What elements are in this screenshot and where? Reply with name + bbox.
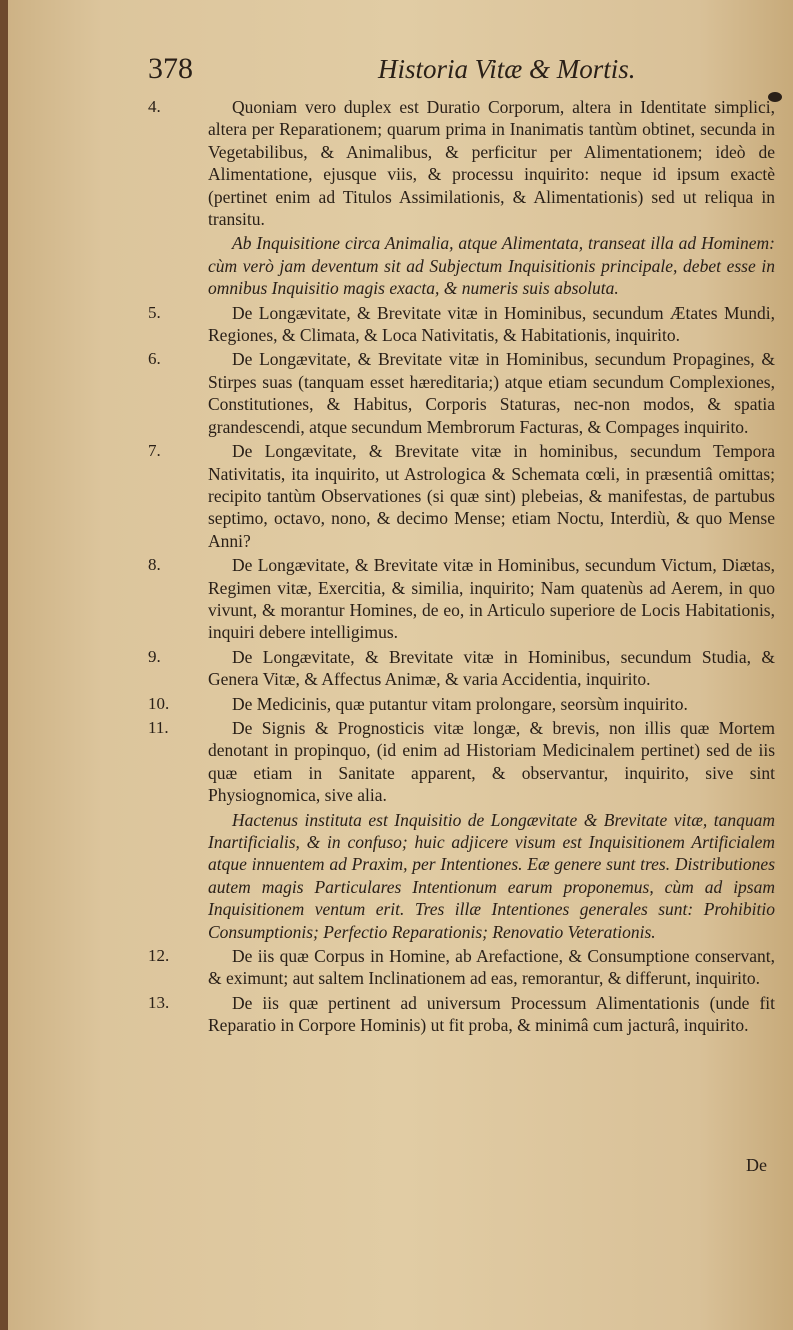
paragraph-number: 6. bbox=[148, 349, 161, 369]
book-page bbox=[8, 0, 793, 1330]
paragraph-text: De Medicinis, quæ putantur vitam prolongare, seorsùm inquirito. bbox=[232, 693, 688, 714]
paragraph-text: De Signis & Prognosticis vitæ longæ, & brevis, non illis quæ Mortem denotant in propinquo, (id enim ad Historiam Medicinalem pertinet) sed de iis quæ etiam in Sanitate apparent, & observantur, inquirito, sive sint Physiognomica, sive alia. bbox=[208, 717, 775, 806]
note-paragraph bbox=[8, 232, 793, 299]
paragraph-number: 9. bbox=[148, 646, 161, 666]
paragraph-text: De Longævitate, & Brevitate vitæ in Hominibus, secundum Studia, & Genera Vitæ, & Affectus Animæ, & varia Accidentia, inquirito. bbox=[208, 646, 775, 690]
paragraph-text: De Longævitate, & Brevitate vitæ in hominibus, secundum Tempora Nativitatis, ita inquirito, ut Astrologica & Schemata cœli, in præsentiâ omittas; recipito tantùm Observationes (si quæ sint) plebeias, & manifestas, de partubus septimo, octavo, nono, & decimo Mense; etiam Noctu, Interdiù, & quo Mense Anni? bbox=[208, 441, 775, 551]
page-body bbox=[8, 96, 793, 1039]
paragraph-number: 11. bbox=[148, 717, 169, 737]
paragraph-number: 7. bbox=[148, 441, 161, 461]
paragraph-text: De Longævitate, & Brevitate vitæ in Hominibus, secundum Victum, Diætas, Regimen vitæ, Exercitia, & similia, inquirito; Nam quatenùs ad Aerem, in quo vivunt, & morantur Homines, de eo, in Articulo superiore de Locis Habitationis, inquiri debere intelligimus. bbox=[208, 555, 775, 643]
paragraph-text: De Longævitate, & Brevitate vitæ in Hominibus, secundum Propagines, & Stirpes suas (tanquam esset hæreditaria;) atque etiam secundum Complexiones, Constitutiones, & Habitus, Corporis Staturas, nec-non modos, & spatia grandescendi, atque secundum Membrorum Facturas, & Compages inquirito. bbox=[208, 349, 775, 437]
paragraph-13 bbox=[8, 992, 793, 1037]
paragraph-6 bbox=[8, 348, 793, 438]
catchword: De bbox=[746, 1155, 767, 1175]
note-paragraph bbox=[8, 809, 793, 943]
paragraph-number: 13. bbox=[148, 992, 170, 1012]
paragraph-11 bbox=[8, 717, 793, 807]
paragraph-number: 8. bbox=[148, 555, 161, 575]
paragraph-9 bbox=[8, 646, 793, 691]
paragraph-number: 10. bbox=[148, 693, 170, 713]
paragraph-number: 12. bbox=[148, 946, 170, 966]
paragraph-text: De Longævitate, & Brevitate vitæ in Hominibus, secundum Ætates Mundi, Regiones, & Climata, & Loca Nativitatis, & Habitationis, inquirito. bbox=[208, 302, 775, 346]
page-header bbox=[148, 52, 793, 92]
paragraph-text: Hactenus instituta est Inquisitio de Longævitate & Brevitate vitæ, tanquam Inartificialis, & in confuso; huic adjicere visum est Inquisitionem Artificialem atque innuentem ad Praxim, per Intentiones. Eæ genere sunt tres. Distributiones autem magis Particulares Intentionum earum proponemus, cùm ad ipsam Inquisitionem ventum erit. Tres illæ Intentiones generales sunt: Prohibitio Consumptionis; Perfectio Reparationis; Renovatio Veterationis. bbox=[208, 809, 775, 942]
paragraph-number: 4. bbox=[148, 97, 161, 116]
paragraph-4 bbox=[8, 96, 793, 230]
paragraph-text: Ab Inquisitione circa Animalia, atque Alimentata, transeat illa ad Hominem: cùm verò jam deventum sit ad Subjectum Inquisitionis principale, debet esse in omnibus Inquisitio magis exacta, & numeris suis absoluta. bbox=[208, 233, 775, 299]
paragraph-7 bbox=[8, 440, 793, 552]
paragraph-5 bbox=[8, 302, 793, 347]
paragraph-text: De iis quæ Corpus in Homine, ab Arefactione, & Consumptione conservant, & eximunt; aut saltem Inclinationem ad eas, remorantur, & differunt, inquirito. bbox=[208, 946, 775, 989]
paragraph-number: 5. bbox=[148, 302, 161, 322]
paragraph-text: Quoniam vero duplex est Duratio Corporum, altera in Identitate simplici, altera per Reparationem; quarum prima in Inanimatis tantùm obtinet, secunda in Vegetabilibus, & Animalibus, & perficitur per Alimentationem; ideò de Alimentatione, ejusque viis, & processu inquirito: neque id ipsum exactè (pertinet enim ad Titulos Assimilationis, & Alimentationis) sed ut reliqua in transitu. bbox=[208, 97, 775, 230]
paragraph-10 bbox=[8, 693, 793, 715]
paragraph-8 bbox=[8, 554, 793, 644]
running-title: Historia Vitæ & Mortis. bbox=[378, 54, 636, 84]
paragraph-text: De iis quæ pertinent ad universum Processum Alimentationis (unde fit Reparatio in Corpore Hominis) ut fit proba, & minimâ cum jacturâ, inquirito. bbox=[208, 992, 775, 1036]
page-number: 378 bbox=[148, 52, 193, 85]
paragraph-12 bbox=[8, 945, 793, 990]
